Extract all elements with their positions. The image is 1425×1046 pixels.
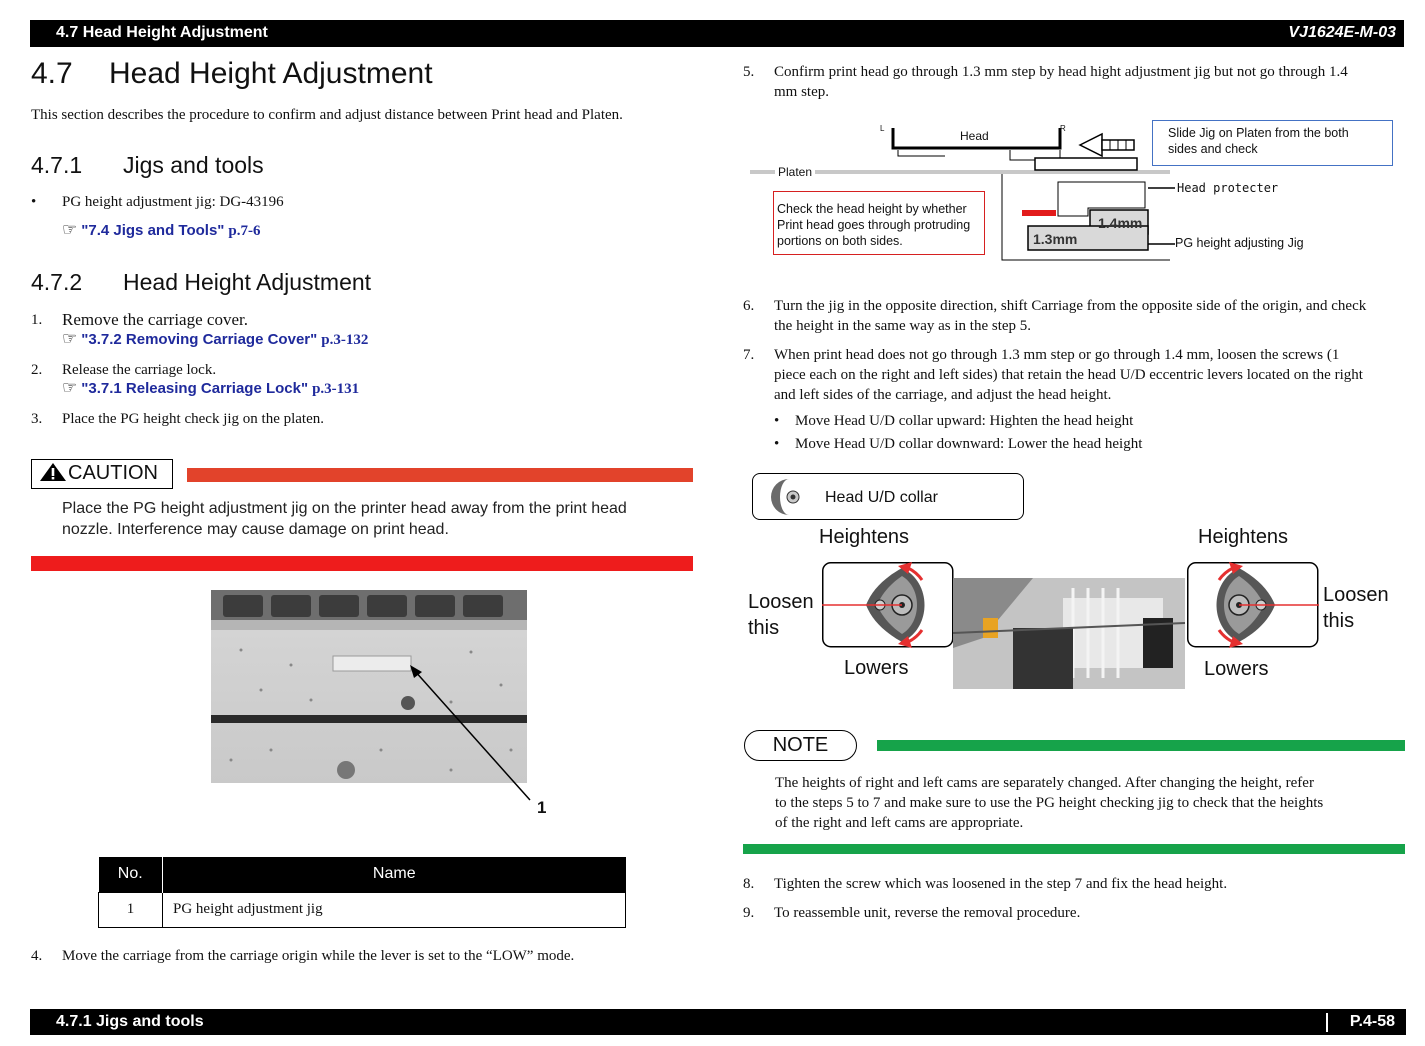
step-7: 7. When print head does not go through 1.3 mm step or go through 1.4 mm, loosen the screws (1 piece each on the right and left sides) that retain the head U/D eccentric levers located on the right and left sides of the carriage, and adjust the head height. • Move Head U/D collar upward: Highten the head height • Move Head U/D collar downward: Lower the head height: [743, 347, 1363, 452]
collar-label-box: [752, 473, 1024, 520]
section-heading-adjust: 4.7.2 Head Height Adjustment: [31, 269, 372, 295]
caution-label: CAUTION: [31, 459, 173, 489]
table-header-row: [99, 857, 626, 892]
section-heading-adjust-title: Head Height Adjustment: [123, 269, 372, 295]
pointing-hand-icon: ☞: [62, 329, 78, 348]
jig-ref-page[interactable]: p.7-6: [228, 223, 261, 239]
intro-text: This section describes the procedure to confirm and adjust distance between Print head and Platen.: [31, 107, 623, 123]
step-1-reference[interactable]: ☞ "3.7.2 Removing Carriage Cover" p.3-132: [62, 329, 369, 348]
step-7-bullet: Move Head U/D collar downward: Lower the head height: [795, 436, 1143, 452]
page-title: [31, 57, 433, 91]
heightens-left: Heightens: [819, 526, 910, 548]
diagram-head-label: Head: [960, 129, 989, 143]
callout-arrow: [400, 660, 540, 810]
note-bar: [743, 844, 1405, 854]
title-text: Head Height Adjustment: [109, 57, 433, 90]
callout-number: 1: [537, 798, 547, 817]
header-bar: [30, 20, 1404, 47]
note-label: NOTE: [744, 730, 857, 761]
collar-detail-left: [822, 562, 954, 648]
pointing-hand-icon: ☞: [62, 378, 78, 397]
carriage-photo: [953, 578, 1185, 689]
step-13-label: 1.3mm: [1033, 231, 1078, 247]
table-cell-no: 1: [99, 892, 163, 927]
diagram-platen-label: Platen: [775, 165, 815, 179]
caution-bar: [31, 556, 693, 571]
collar-icon: [771, 477, 807, 517]
collar-label: Head U/D collar: [825, 489, 938, 506]
parts-table: [98, 857, 626, 928]
collar-detail-right: [1187, 562, 1319, 648]
diagram-label-r: R: [1060, 124, 1066, 133]
warning-icon: [38, 462, 68, 482]
lowers-right: Lowers: [1204, 658, 1269, 680]
loosen-right: Loosen this: [1323, 584, 1389, 632]
note-line: [877, 740, 1405, 751]
header-doc-id: VJ1624E-M-03: [1288, 24, 1396, 41]
jig-bullet: • PG height adjustment jig: DG-43196: [31, 194, 284, 210]
loosen-left: Loosen this: [748, 591, 814, 639]
section-heading-jigs: 4.7.1 Jigs and tools: [31, 152, 264, 178]
jig-label: PG height adjusting Jig: [1175, 236, 1304, 250]
table-row: [99, 892, 626, 927]
heightens-right: Heightens: [1198, 526, 1289, 548]
header-section: 4.7 Head Height Adjustment: [56, 24, 268, 41]
step-2-reference[interactable]: ☞ "3.7.1 Releasing Carriage Lock" p.3-131: [62, 378, 360, 397]
column-header-no: No.: [99, 857, 163, 892]
title-number: 4.7: [31, 57, 73, 90]
lowers-left: Lowers: [844, 657, 909, 679]
step-7-bullet: Move Head U/D collar upward: Highten the head height: [795, 413, 1134, 429]
note-text: The heights of right and left cams are separately changed. After changing the height, refer to the steps 5 to 7 and make sure to use the PG height checking jig to check that the heights of the right and left cams are appropriate.: [775, 775, 1324, 831]
caution-text: Place the PG height adjustment jig on the printer head away from the print head nozzle. Interference may cause damage on print head.: [62, 500, 627, 538]
pointing-hand-icon: ☞: [62, 220, 78, 239]
footer-divider: [1326, 1013, 1328, 1032]
jig-reference[interactable]: [62, 220, 261, 240]
step-14-label: 1.4mm: [1098, 215, 1143, 231]
jig-ref-link[interactable]: "7.4 Jigs and Tools": [81, 222, 225, 239]
slide-note-box: Slide Jig on Platen from the both sides and check: [1152, 120, 1393, 166]
caution-line: [187, 468, 693, 482]
head-protecter-label: Head protecter: [1177, 181, 1279, 195]
table-cell-name: PG height adjustment jig: [163, 892, 626, 927]
section-heading-jigs-title: Jigs and tools: [123, 152, 264, 178]
footer-page: P.4-58: [1349, 1013, 1395, 1030]
jig-diagram: [750, 120, 1410, 270]
column-header-name: Name: [372, 865, 416, 883]
footer-section: 4.7.1 Jigs and tools: [56, 1013, 204, 1030]
footer-bar: [30, 1009, 1406, 1035]
diagram-label-l: L: [880, 124, 885, 133]
check-note-box: Check the head height by whether Print head goes through protruding portions on both sides.: [773, 191, 985, 255]
